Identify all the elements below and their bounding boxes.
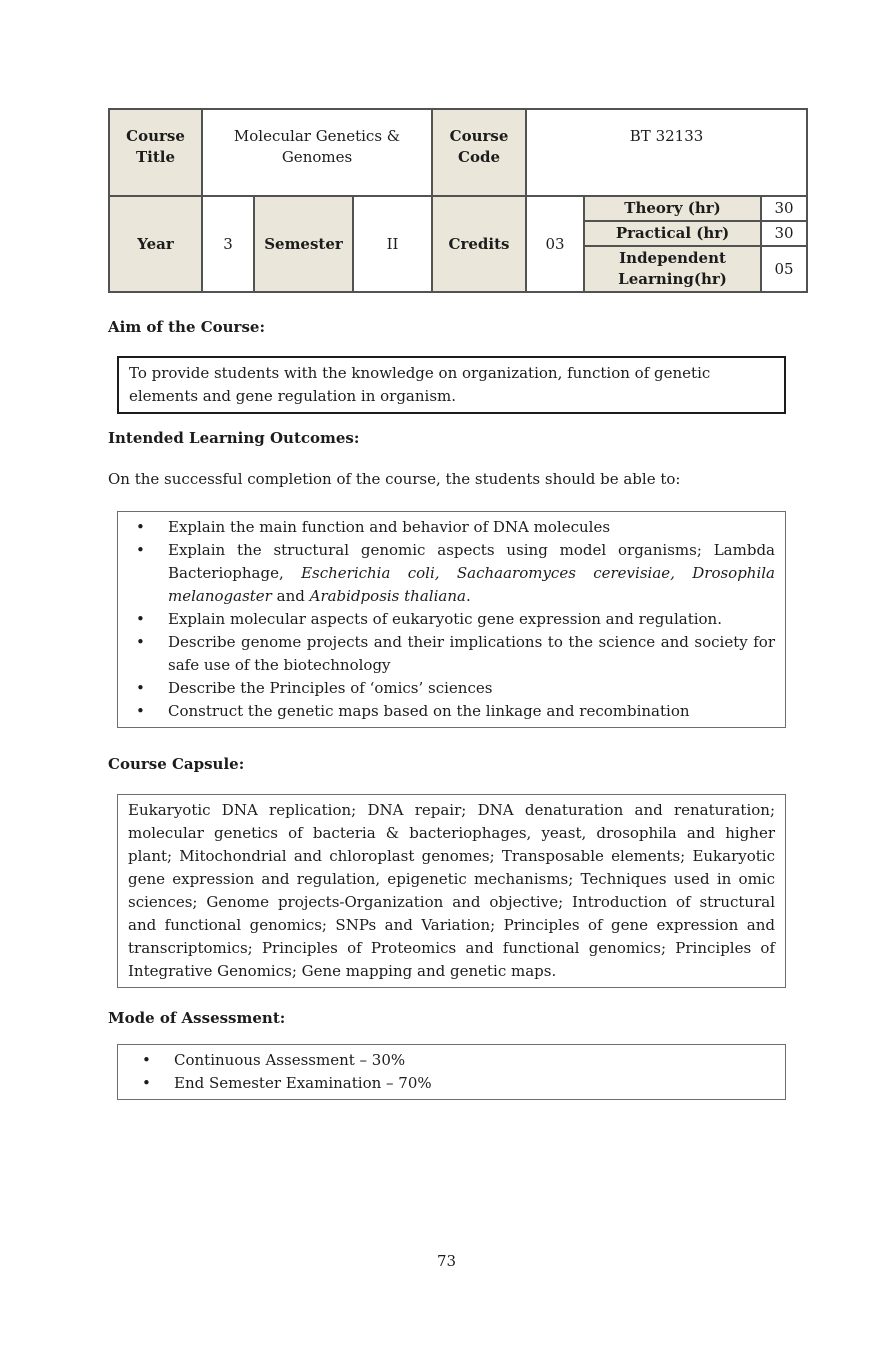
- independent-learning-label: Independent Learning(hr): [584, 246, 761, 292]
- bullet-icon: •: [136, 702, 145, 720]
- bullet-icon: •: [136, 633, 145, 651]
- bullet-icon: •: [136, 610, 145, 628]
- year-label: Year: [109, 196, 202, 292]
- theory-hours-value: 30: [761, 196, 807, 221]
- theory-hours-label: Theory (hr): [584, 196, 761, 221]
- assessment-item: [128, 1072, 775, 1095]
- practical-hours-label: Practical (hr): [584, 221, 761, 246]
- ilo-item: [128, 631, 775, 677]
- semester-value: II: [353, 196, 432, 292]
- ilo-item-text: Explain molecular aspects of eukaryotic gene expression and regulation.: [168, 610, 722, 628]
- ilo-item: [128, 700, 775, 723]
- course-title-value: Molecular Genetics & Genomes: [202, 109, 432, 196]
- ilo-box: [117, 511, 786, 728]
- ilo-item-text: Explain the structural genomic aspects using model organisms; Lambda Bacteriophage, Escherichia coli, Sachaaromyces cerevisiae, Drosophila melanogaster and Arabidposis thaliana.: [168, 541, 775, 605]
- ilo-item: [128, 677, 775, 700]
- aim-heading: Aim of the Course:: [108, 318, 265, 336]
- ilo-item-text: Describe the Principles of ‘omics’ sciences: [168, 679, 493, 697]
- capsule-heading: Course Capsule:: [108, 755, 245, 773]
- capsule-text: Eukaryotic DNA replication; DNA repair; DNA denaturation and renaturation; molecular genetics of bacteria & bacteriophages, yeast, drosophila and higher plant; Mitochondrial and chloroplast genomes; Transposable elements; Eukaryotic gene expression and regulation, epigenetic mechanisms; Techniques used in omic sciences; Genome projects-Organization and objective; Introduction of structural and functional genomics; SNPs and Variation; Principles of gene expression and transcriptomics; Principles of Proteomics and functional genomics; Principles of Integrative Genomics; Gene mapping and genetic maps.: [128, 801, 775, 980]
- ilo-item-text: Construct the genetic maps based on the linkage and recombination: [168, 702, 690, 720]
- course-code-label: Course Code: [432, 109, 526, 196]
- page-number: 73: [436, 1252, 457, 1270]
- assessment-item-text: End Semester Examination – 70%: [174, 1074, 432, 1092]
- course-info-table: [108, 108, 808, 293]
- ilo-item: [128, 516, 775, 539]
- semester-label: Semester: [254, 196, 353, 292]
- ilo-intro: On the successful completion of the course, the students should be able to:: [108, 470, 681, 488]
- aim-text: To provide students with the knowledge on organization, function of genetic elements and gene regulation in organism.: [129, 364, 711, 405]
- ilo-heading: Intended Learning Outcomes:: [108, 429, 360, 447]
- ilo-item-text: Describe genome projects and their implications to the science and society for safe use of the biotechnology: [168, 633, 775, 674]
- assessment-item: [128, 1049, 775, 1072]
- assessment-box: [117, 1044, 786, 1100]
- ilo-item: [128, 539, 775, 608]
- practical-hours-value: 30: [761, 221, 807, 246]
- credits-label: Credits: [432, 196, 526, 292]
- aim-box: [117, 356, 786, 414]
- course-code-value: BT 32133: [526, 109, 807, 196]
- bullet-icon: •: [142, 1074, 151, 1092]
- course-title-label: Course Title: [109, 109, 202, 196]
- credits-value: 03: [526, 196, 584, 292]
- assessment-heading: Mode of Assessment:: [108, 1009, 286, 1027]
- year-value: 3: [202, 196, 254, 292]
- bullet-icon: •: [136, 679, 145, 697]
- ilo-item-text: Explain the main function and behavior of DNA molecules: [168, 518, 611, 536]
- capsule-box: [117, 794, 786, 988]
- bullet-icon: •: [136, 541, 145, 559]
- independent-learning-value: 05: [761, 246, 807, 292]
- ilo-item: [128, 608, 775, 631]
- assessment-item-text: Continuous Assessment – 30%: [174, 1051, 406, 1069]
- bullet-icon: •: [142, 1051, 151, 1069]
- document-body: [108, 108, 806, 1100]
- bullet-icon: •: [136, 518, 145, 536]
